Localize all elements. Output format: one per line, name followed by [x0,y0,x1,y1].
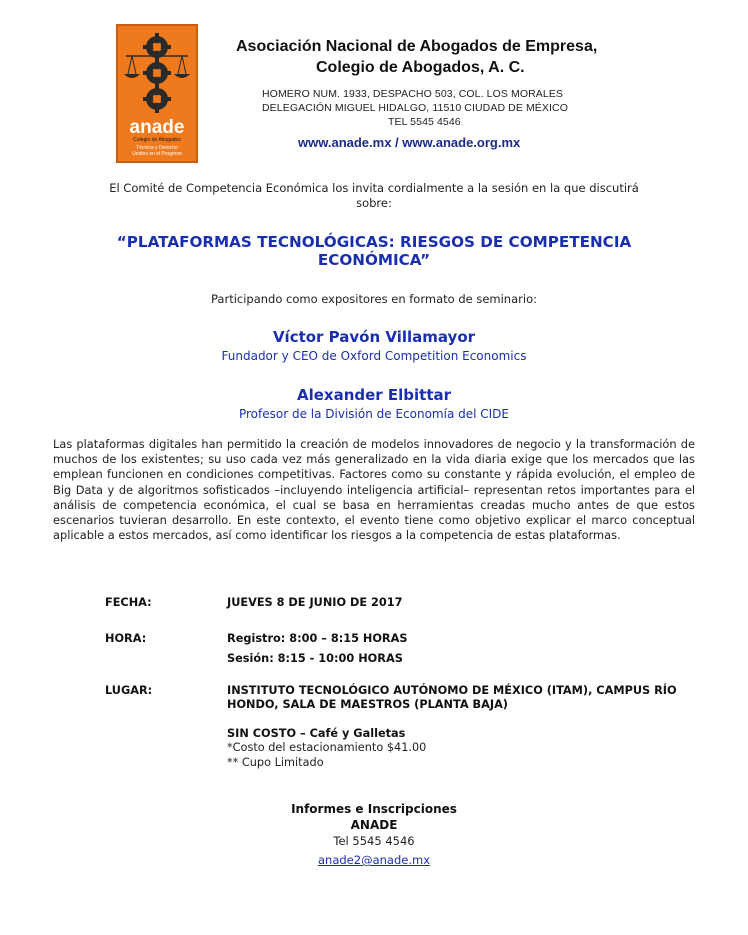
speaker-role: Fundador y CEO de Oxford Competition Economics [221,349,527,363]
date-value: JUEVES 8 DE JUNIO DE 2017 [227,596,403,609]
address-line1: HOMERO NUM. 1933, DESPACHO 503, COL. LOS MORALES [262,88,564,100]
limited-capacity-note: ** Cupo Limitado [227,756,324,769]
org-name-line2: Colegio de Abogados, A. C. [316,59,525,76]
logo-tagline-line1: Técnica y Derecho [136,145,178,151]
address-phone: TEL 5545 4546 [388,116,461,128]
speakers-intro: Participando como expositores en formato de seminario: [211,292,537,306]
info-org: ANADE [350,818,398,832]
venue-value: INSTITUTO TECNOLÓGICO AUTÓNOMO DE MÉXICO (ITAM), CAMPUS RÍO HONDO, SALA DE MAESTROS (PLANTA BAJA) [227,684,677,711]
email-link[interactable]: anade2@anade.mx [318,853,430,867]
info-title: Informes e Inscripciones [291,802,457,816]
session-time: Sesión: 8:15 - 10:00 HORAS [227,652,403,665]
info-phone: Tel 5545 4546 [333,834,415,848]
cost-note: SIN COSTO – Café y Galletas [227,727,406,740]
logo-wordmark: anade [129,117,185,138]
anade-logo [116,24,198,163]
logo-tagline-line2: Unidos en el Progreso [132,151,182,157]
speaker-name: Alexander Elbittar [296,386,452,404]
intro-line2: sobre: [356,196,392,210]
invitation-intro [40,181,708,211]
event-description: Las plataformas digitales han permitido la creación de modelos innovadores de negocio y la transformación de muchos de los existentes; su uso cada vez más generalizado en la vida diaria exige que los mercados que las emplean funcionen en condiciones competitivas. Factores como su constante y rápida evolución, el empleo de Big Data y de algoritmos sofisticados –incluyendo inteligencia artificial– representan retos importantes para el análisis de competencia económica, el cual se basa en herramientas creadas mucho antes de que estos escenarios tuvieran desarrollo. En este contexto, el evento tiene como objetivo explicar el marco conceptual aplicable a estos mercados, así como identificar los riesgos a la competencia de estas plataformas. [53,437,695,543]
intro-line1: El Comité de Competencia Económica los invita cordialmente a la sesión en la que discutirá [109,181,639,195]
gears-and-scales-emblem-icon [118,30,196,120]
date-label: FECHA: [105,596,152,609]
parking-cost-note: *Costo del estacionamiento $41.00 [227,741,427,754]
logo-tagline [120,145,194,157]
org-name-line1: Asociación Nacional de Abogados de Empresa, [236,38,598,55]
logo-subtitle: Colegio de Abogados [133,137,181,143]
speaker-name: Víctor Pavón Villamayor [272,328,476,346]
speaker-role: Profesor de la División de Economía del CIDE [238,407,510,421]
info-email-row [40,849,708,868]
event-title: “PLATAFORMAS TECNOLÓGICAS: RIESGOS DE COMPETENCIA ECONÓMICA” [116,233,632,269]
registration-time: Registro: 8:00 – 8:15 HORAS [227,632,408,645]
time-label: HORA: [105,632,147,645]
website-links[interactable]: www.anade.mx / www.anade.org.mx [298,135,521,150]
venue-label: LUGAR: [105,684,153,697]
address-line2: DELEGACIÓN MIGUEL HIDALGO, 11510 CIUDAD DE MÉXICO [262,102,568,114]
